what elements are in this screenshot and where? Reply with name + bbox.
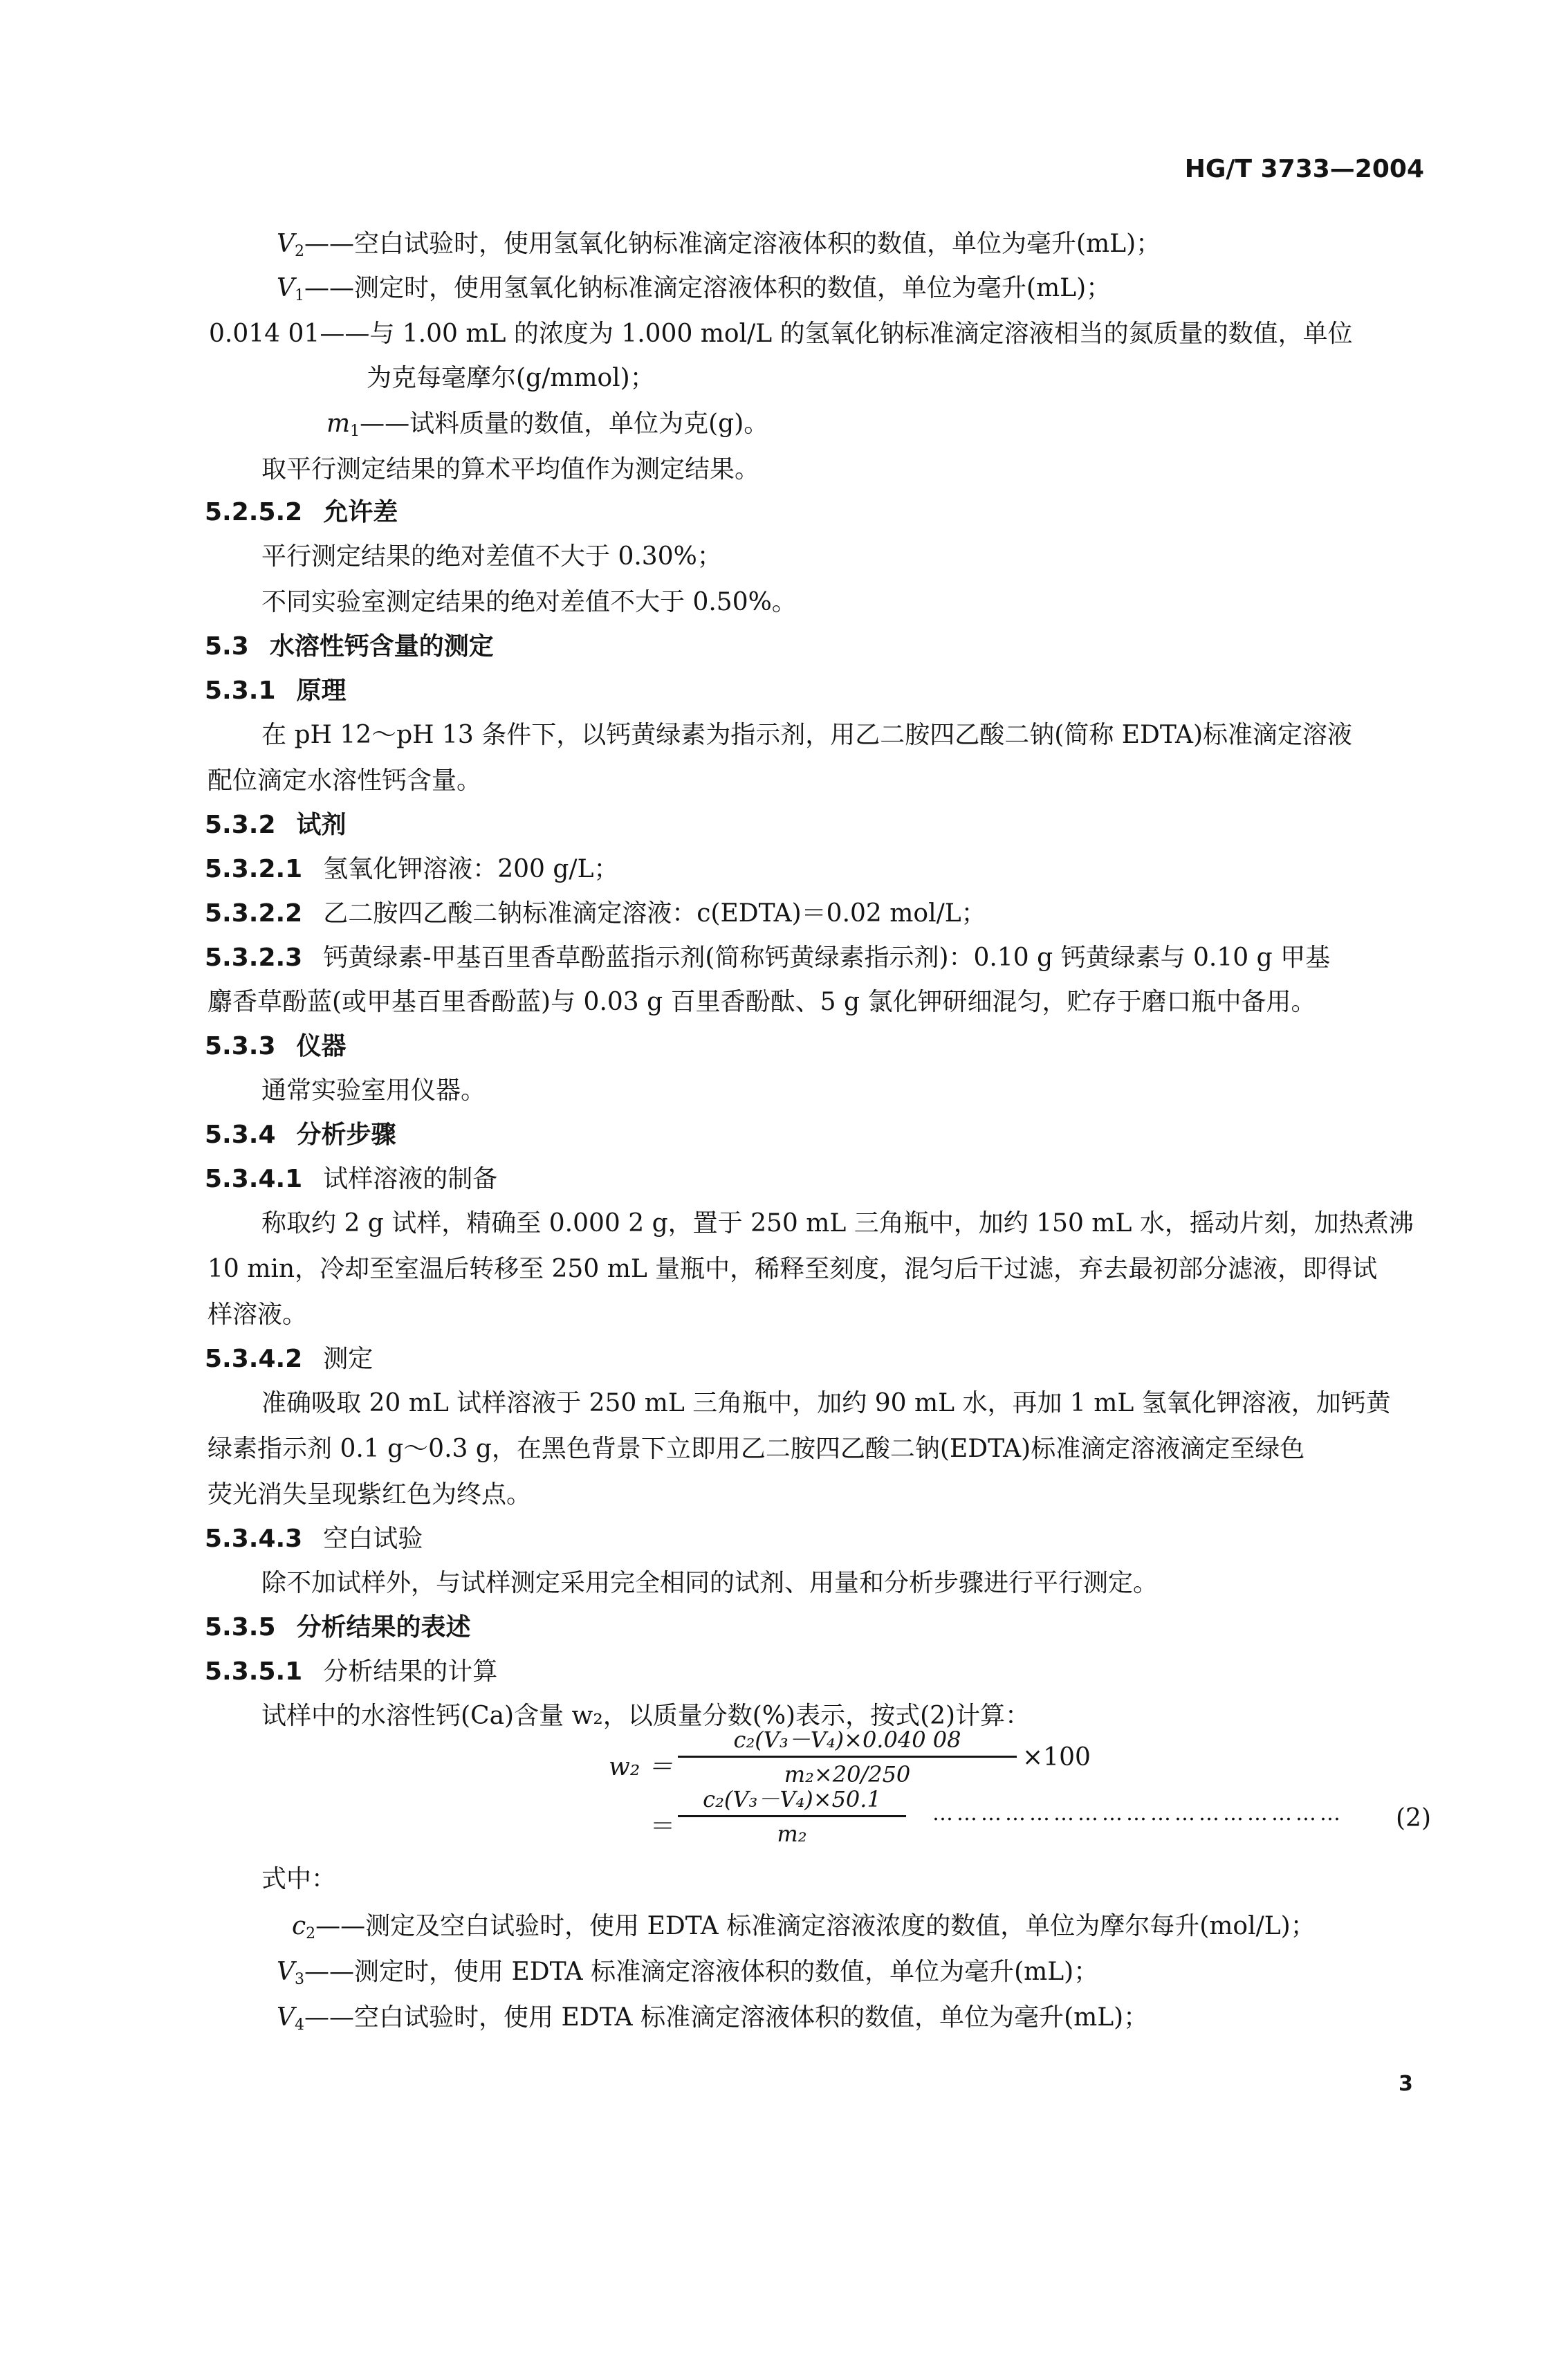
paragraph: 荧光消失呈现紫红色为终点。 xyxy=(207,1480,532,1509)
item-text: 钙黄绿素-甲基百里香草酚蓝指示剂(简称钙黄绿素指示剂)：0.10 g 钙黄绿素与 0.10 g 甲基 xyxy=(323,944,1331,972)
heading-5-3-5-1 xyxy=(205,1656,497,1688)
section-number: 5.3.1 xyxy=(205,677,276,705)
fraction-line xyxy=(678,1815,906,1817)
formula-lhs: w₂ ＝ xyxy=(609,1753,673,1781)
heading-5-3-1 xyxy=(205,675,347,707)
formula-numerator-2: c₂(V₃－V₄)×50.1 xyxy=(703,1786,881,1812)
section-number: 5.3.4.3 xyxy=(205,1525,303,1553)
symbol-subscript: 2 xyxy=(295,243,304,260)
section-title: 空白试验 xyxy=(323,1525,423,1553)
symbol: V xyxy=(277,2003,295,2032)
section-title: 分析结果的表述 xyxy=(296,1613,471,1642)
standard-number: HG/T 3733—2004 xyxy=(1184,155,1424,183)
paragraph: 除不加试样外，与试样测定采用完全相同的试剂、用量和分析步骤进行平行测定。 xyxy=(261,1569,1159,1597)
heading-5-3-4-1 xyxy=(205,1164,497,1195)
section-title: 分析步骤 xyxy=(296,1121,396,1149)
section-number: 5.3.3 xyxy=(205,1032,276,1060)
symbol-subscript: 1 xyxy=(295,287,304,304)
section-title: 仪器 xyxy=(296,1032,347,1060)
section-title: 分析结果的计算 xyxy=(323,1657,498,1686)
paragraph: 称取约 2 g 试样，精确至 0.000 2 g，置于 250 mL 三角瓶中，加约 150 mL 水，摇动片刻，加热煮沸 xyxy=(261,1209,1414,1238)
section-number: 5.3.5 xyxy=(205,1613,276,1642)
formula-denominator-1: m₂×20/250 xyxy=(784,1761,911,1787)
symbol: c xyxy=(292,1912,306,1940)
paragraph: 配位滴定水溶性钙含量。 xyxy=(207,766,482,795)
definition-text: ——测定及空白试验时，使用 EDTA 标准滴定溶液浓度的数值，单位为摩尔每升(mol/L)； xyxy=(315,1912,1316,1940)
section-title: 试剂 xyxy=(296,811,347,839)
definition-text: ——试料质量的数值，单位为克(g)。 xyxy=(360,410,769,438)
heading-5-3-5 xyxy=(205,1612,471,1644)
paragraph: 通常实验室用仪器。 xyxy=(261,1076,486,1105)
item-5-3-2-3-cont: 麝香草酚蓝(或甲基百里香酚蓝)与 0.03 g 百里香酚酞、5 g 氯化钾研细混匀，贮存于磨口瓶中备用。 xyxy=(207,988,1316,1016)
section-number: 5.3.2.1 xyxy=(205,855,303,883)
section-number: 5.3.2.3 xyxy=(205,944,303,972)
paragraph: 不同实验室测定结果的绝对差值不大于 0.50%。 xyxy=(261,588,797,616)
item-5-3-2-3 xyxy=(205,942,1330,974)
section-number: 5.3.4.1 xyxy=(205,1165,303,1193)
symbol: m xyxy=(326,410,351,438)
heading-5-3-2 xyxy=(205,809,347,841)
definition-constant-cont: 为克每毫摩尔(g/mmol)； xyxy=(367,364,655,392)
definition-m1 xyxy=(326,408,768,448)
section-number: 5.3 xyxy=(205,632,249,661)
definition-text: ——测定时，使用 EDTA 标准滴定溶液体积的数值，单位为毫升(mL)； xyxy=(304,1958,1099,1986)
section-title: 原理 xyxy=(296,677,347,705)
definition-text: ——空白试验时，使用氢氧化钠标准滴定溶液体积的数值，单位为毫升(mL)； xyxy=(304,230,1161,258)
paragraph: 在 pH 12～pH 13 条件下，以钙黄绿素为指示剂，用乙二胺四乙酸二钠(简称 EDTA)标准滴定溶液 xyxy=(261,721,1352,749)
symbol: V xyxy=(277,230,295,258)
definition-c2 xyxy=(292,1911,1316,1950)
symbol: V xyxy=(277,1958,295,1986)
definition-text: ——空白试验时，使用 EDTA 标准滴定溶液体积的数值，单位为毫升(mL)； xyxy=(304,2003,1149,2032)
section-number: 5.2.5.2 xyxy=(205,498,303,526)
formula-multiplier: ×100 xyxy=(1022,1743,1091,1772)
section-title: 允许差 xyxy=(323,498,398,526)
heading-5-3-3 xyxy=(205,1031,347,1063)
symbol-subscript: 4 xyxy=(295,2016,304,2034)
paragraph: 10 min，冷却至室温后转移至 250 mL 量瓶中，稀释至刻度，混匀后干过滤，弃去最初部分滤液，即得试 xyxy=(207,1255,1378,1283)
section-title: 试样溶液的制备 xyxy=(323,1165,498,1193)
section-number: 5.3.5.1 xyxy=(205,1657,303,1686)
heading-5-2-5-2 xyxy=(205,497,398,528)
section-number: 5.3.4 xyxy=(205,1121,276,1149)
definition-text: ——测定时，使用氢氧化钠标准滴定溶液体积的数值，单位为毫升(mL)； xyxy=(304,274,1112,302)
section-number: 5.3.2.2 xyxy=(205,899,303,928)
item-text: 乙二胺四乙酸二钠标准滴定溶液：c(EDTA)＝0.02 mol/L； xyxy=(323,899,986,928)
fraction-line xyxy=(678,1756,1017,1758)
paragraph: 绿素指示剂 0.1 g～0.3 g，在黑色背景下立即用乙二胺四乙酸二钠(EDTA)标准滴定溶液滴定至绿色 xyxy=(207,1435,1305,1463)
formula-numerator-1: c₂(V₃－V₄)×0.040 08 xyxy=(733,1727,961,1753)
symbol-subscript: 3 xyxy=(295,1971,304,1988)
heading-5-3-4 xyxy=(205,1119,396,1151)
item-5-3-2-2 xyxy=(205,898,986,930)
item-text: 氢氧化钾溶液：200 g/L； xyxy=(323,855,619,883)
heading-5-3 xyxy=(205,631,494,663)
definition-v2 xyxy=(277,228,1161,268)
definition-v4 xyxy=(277,2002,1148,2041)
section-number: 5.3.4.2 xyxy=(205,1345,303,1373)
symbol-subscript: 2 xyxy=(306,1925,316,1942)
section-title: 测定 xyxy=(323,1345,373,1373)
where-label: 式中： xyxy=(261,1865,337,1893)
definition-constant: 0.014 01——与 1.00 mL 的浓度为 1.000 mol/L 的氢氧化钠标准滴定溶液相当的氮质量的数值，单位 xyxy=(209,320,1353,348)
item-5-3-2-1 xyxy=(205,854,618,885)
definition-v3 xyxy=(277,1956,1098,1996)
heading-5-3-4-2 xyxy=(205,1343,373,1375)
paragraph: 准确吸取 20 mL 试样溶液于 250 mL 三角瓶中，加约 90 mL 水，再加 1 mL 氢氧化钾溶液，加钙黄 xyxy=(261,1389,1391,1417)
section-number: 5.3.2 xyxy=(205,811,276,839)
symbol: V xyxy=(277,274,295,302)
paragraph: 样溶液。 xyxy=(207,1300,308,1329)
heading-5-3-4-3 xyxy=(205,1523,423,1555)
symbol-subscript: 1 xyxy=(350,423,360,440)
section-title: 水溶性钙含量的测定 xyxy=(269,632,494,661)
page-number: 3 xyxy=(1399,2072,1413,2096)
formula-equals: ＝ xyxy=(650,1812,676,1841)
average-note: 取平行测定结果的算术平均值作为测定结果。 xyxy=(261,455,760,484)
formula-label: (2) xyxy=(1396,1804,1431,1832)
definition-v1 xyxy=(277,273,1111,312)
formula-leader-dots: …………………………………………… xyxy=(932,1801,1344,1826)
paragraph: 平行测定结果的绝对差值不大于 0.30%； xyxy=(261,542,722,571)
paragraph: 试样中的水溶性钙(Ca)含量 w₂，以质量分数(%)表示，按式(2)计算： xyxy=(261,1702,1031,1730)
formula-denominator-2: m₂ xyxy=(777,1821,807,1847)
